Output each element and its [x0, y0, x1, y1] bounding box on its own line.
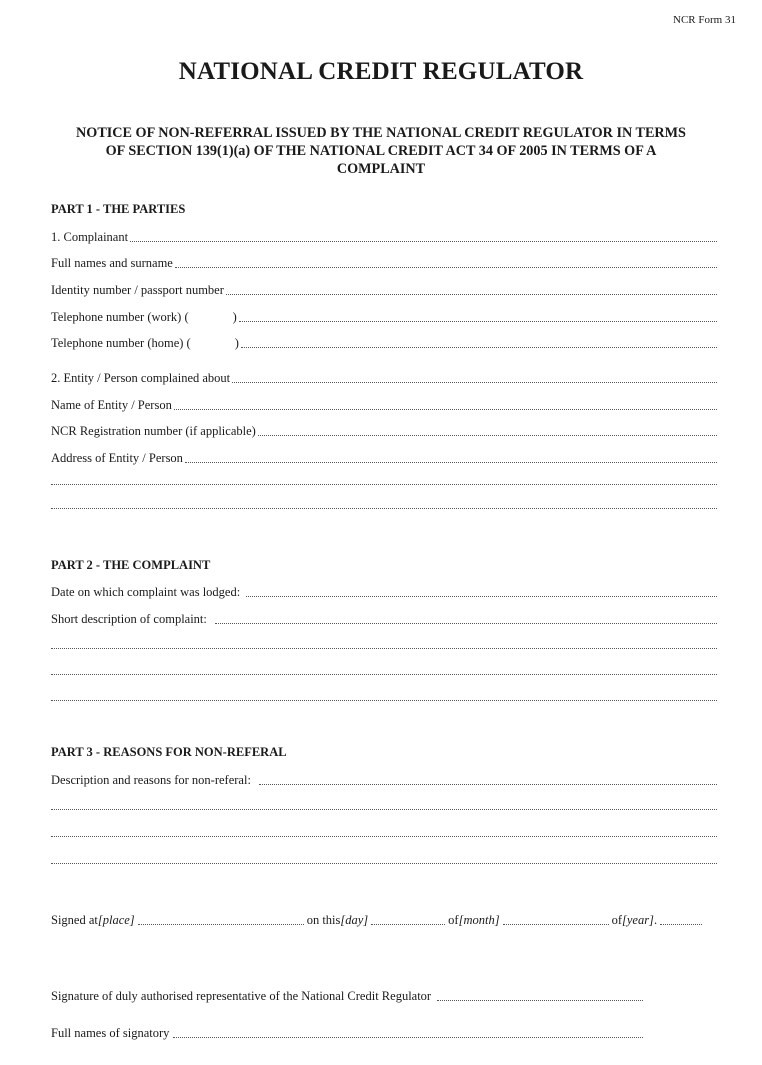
of-year-label: of — [611, 913, 622, 927]
entity-field[interactable] — [51, 371, 717, 386]
reasons-line-2[interactable] — [51, 808, 717, 810]
part2-heading: PART 2 - THE COMPLAINT — [51, 558, 211, 572]
short-desc-line-3[interactable] — [51, 673, 717, 675]
reasons-line-4[interactable] — [51, 862, 717, 864]
address-line-3[interactable] — [51, 507, 717, 509]
tel-work-paren: ) — [232, 310, 237, 324]
page-title: NATIONAL CREDIT REGULATOR — [178, 58, 584, 85]
tel-work-label: Telephone number (work) ( — [51, 310, 189, 324]
address-label: Address of Entity / Person — [51, 451, 183, 465]
signature-field[interactable] — [51, 989, 643, 1004]
full-names-field[interactable] — [51, 256, 717, 271]
year-line[interactable] — [660, 923, 702, 925]
tel-home-label: Telephone number (home) ( — [51, 336, 191, 350]
signatory-line[interactable] — [173, 1036, 643, 1038]
tel-work-line[interactable] — [239, 320, 717, 322]
ncr-reg-field[interactable] — [51, 424, 717, 439]
entity-name-label: Name of Entity / Person — [51, 398, 172, 412]
day-placeholder: [day] — [340, 913, 369, 927]
full-names-label: Full names and surname — [51, 256, 173, 270]
entity-line[interactable] — [232, 381, 717, 383]
short-desc-field[interactable] — [51, 612, 717, 627]
short-desc-line[interactable] — [215, 622, 717, 624]
complainant-label: 1. Complainant — [51, 230, 129, 244]
month-placeholder: [month] — [458, 913, 500, 927]
of-month-label: of — [448, 913, 459, 927]
complainant-line[interactable] — [130, 240, 717, 242]
signatory-label: Full names of signatory — [51, 1026, 170, 1040]
signature-line[interactable] — [437, 999, 643, 1001]
address-line[interactable] — [185, 461, 717, 463]
id-number-line[interactable] — [226, 293, 717, 295]
form-subtitle: NOTICE OF NON-REFERRAL ISSUED BY THE NATIONAL CREDIT REGULATOR IN TERMS OF SECTION 139(1)(a) OF THE NATIONAL CREDIT ACT 34 OF 2005 IN TERMS OF A COMPLAINT — [76, 125, 686, 177]
reasons-line-3[interactable] — [51, 835, 717, 837]
place-placeholder: [place] — [97, 913, 135, 927]
month-line[interactable] — [503, 923, 609, 925]
entity-name-field[interactable] — [51, 398, 717, 413]
id-number-label: Identity number / passport number — [51, 283, 224, 297]
id-number-field[interactable] — [51, 283, 717, 298]
tel-home-line[interactable] — [241, 346, 717, 348]
short-desc-line-2[interactable] — [51, 647, 717, 649]
year-period: . — [653, 913, 658, 927]
date-lodged-line[interactable] — [246, 595, 717, 597]
signatory-field[interactable] — [51, 1026, 643, 1041]
signed-at-label: Signed at — [51, 913, 98, 927]
entity-label: 2. Entity / Person complained about — [51, 371, 231, 385]
place-line[interactable] — [138, 923, 304, 925]
form-number: NCR Form 31 — [673, 14, 736, 26]
on-this-label: on this — [306, 913, 341, 927]
signed-row — [51, 913, 734, 928]
reasons-line[interactable] — [259, 783, 717, 785]
full-names-line[interactable] — [175, 266, 717, 268]
address-line-2[interactable] — [51, 483, 717, 485]
ncr-reg-line[interactable] — [258, 434, 717, 436]
address-field[interactable] — [51, 451, 717, 466]
year-placeholder: [year] — [621, 913, 654, 927]
day-line[interactable] — [371, 923, 445, 925]
tel-home-paren: ) — [234, 336, 239, 350]
reasons-label: Description and reasons for non-referal: — [51, 773, 251, 787]
entity-name-line[interactable] — [174, 408, 717, 410]
reasons-field[interactable] — [51, 773, 717, 788]
date-lodged-label: Date on which complaint was lodged: — [51, 585, 241, 599]
short-desc-label: Short description of complaint: — [51, 612, 207, 626]
short-desc-line-4[interactable] — [51, 699, 717, 701]
part1-heading: PART 1 - THE PARTIES — [51, 202, 186, 216]
part3-heading: PART 3 - REASONS FOR NON-REFERAL — [51, 745, 287, 759]
tel-home-field[interactable] — [51, 336, 717, 351]
ncr-reg-label: NCR Registration number (if applicable) — [51, 424, 256, 438]
date-lodged-field[interactable] — [51, 585, 717, 600]
signature-label: Signature of duly authorised representative of the National Credit Regulator — [51, 989, 432, 1003]
complainant-field[interactable] — [51, 230, 717, 245]
tel-work-field[interactable] — [51, 310, 717, 325]
